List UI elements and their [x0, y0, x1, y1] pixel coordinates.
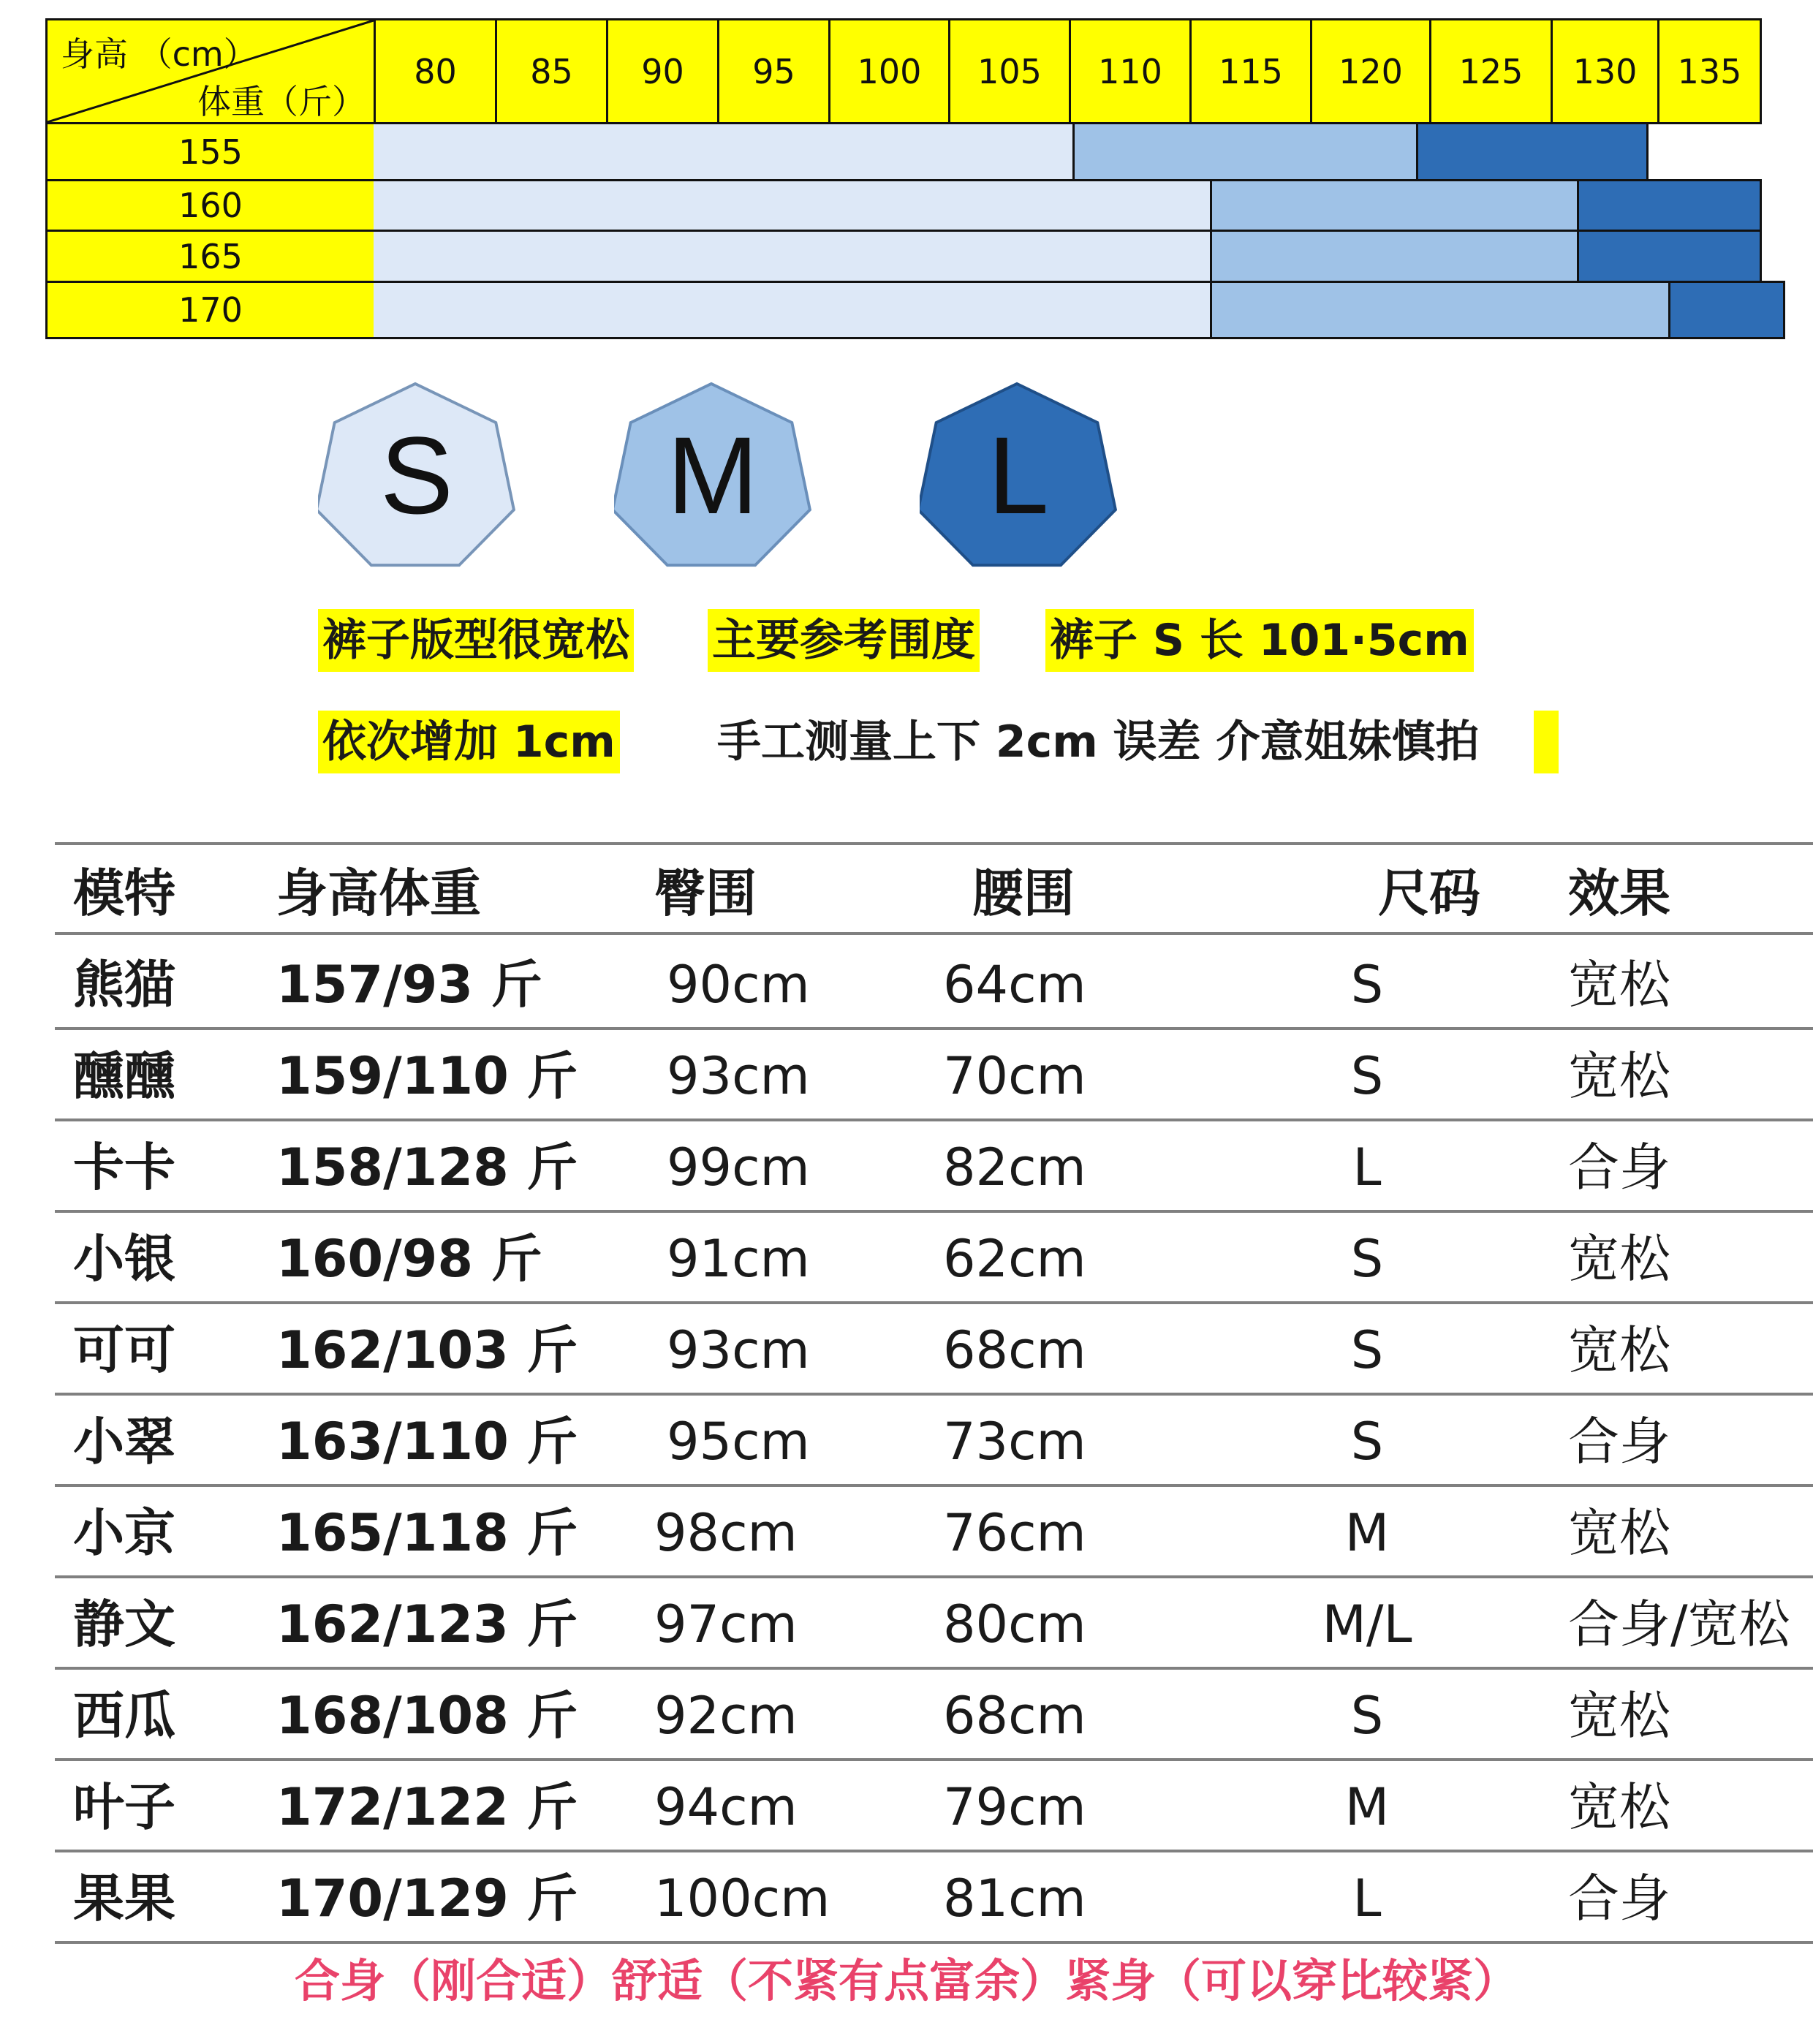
table-row-rule	[55, 1941, 1813, 1944]
col-fit-cell: 宽松	[1568, 955, 1670, 1015]
col-hip-cell: 93cm	[667, 1320, 810, 1380]
col-height-weight-cell: 157/93 斤	[276, 955, 542, 1015]
col-height-weight-cell: 170/129 斤	[276, 1869, 578, 1928]
note-highlight-tail	[1534, 711, 1559, 773]
col-model-cell: 小翠	[73, 1412, 175, 1472]
col-hip-cell: 99cm	[667, 1138, 810, 1197]
table-row-rule	[55, 1575, 1813, 1578]
size-band-l	[1579, 179, 1762, 232]
size-band-s	[374, 230, 1212, 283]
col-height-weight-cell: 162/123 斤	[276, 1594, 578, 1654]
col-waist-cell: 70cm	[943, 1046, 1086, 1106]
col-fit-cell: 合身	[1568, 1869, 1670, 1928]
col-model-cell: 熊猫	[73, 955, 175, 1015]
col-fit-cell: 合身	[1568, 1412, 1670, 1472]
col-model-cell: 静文	[73, 1594, 175, 1654]
header-col-fit: 效果	[1568, 863, 1670, 923]
table-row-rule	[55, 1301, 1813, 1304]
col-fit-cell: 合身	[1568, 1138, 1670, 1197]
col-fit-cell: 宽松	[1568, 1320, 1670, 1380]
height-row-label: 155	[45, 122, 376, 181]
size-band-m	[1212, 230, 1579, 283]
table-row-rule	[55, 1484, 1813, 1487]
col-waist-cell: 82cm	[943, 1138, 1086, 1197]
col-waist-cell: 81cm	[943, 1869, 1086, 1928]
table-header-rule	[55, 932, 1813, 935]
header-col-waist: 腰围	[972, 863, 1075, 923]
size-band-m	[1212, 281, 1670, 339]
col-hip-cell: 98cm	[654, 1503, 798, 1563]
size-badge-s-label: S	[379, 413, 454, 537]
col-height-weight-cell: 162/103 斤	[276, 1320, 578, 1380]
weight-header-cell: 135	[1657, 18, 1762, 124]
col-height-weight-cell: 160/98 斤	[276, 1229, 542, 1289]
col-waist-cell: 80cm	[943, 1594, 1086, 1654]
weight-header-cell: 100	[828, 18, 950, 124]
col-hip-cell: 100cm	[654, 1869, 830, 1928]
size-chart	[0, 0, 1813, 351]
note-loose-fit: 裤子版型很宽松	[318, 609, 634, 672]
size-band-l	[1418, 122, 1649, 181]
weight-header-cell: 85	[495, 18, 608, 124]
col-fit-cell: 宽松	[1568, 1686, 1670, 1746]
table-row-rule	[55, 1027, 1813, 1030]
col-hip-cell: 93cm	[667, 1046, 810, 1106]
col-height-weight-cell: 168/108 斤	[276, 1686, 578, 1746]
table-row-rule	[55, 1118, 1813, 1121]
weight-header-cell: 95	[717, 18, 830, 124]
table-row-rule	[55, 1210, 1813, 1213]
weight-header-cell: 80	[374, 18, 497, 124]
size-badge-l	[920, 380, 1117, 570]
weight-header-cell: 115	[1189, 18, 1312, 124]
col-model-cell: 小京	[73, 1503, 175, 1563]
size-badge-s	[318, 380, 515, 570]
table-row-rule	[55, 1758, 1813, 1761]
weight-header-cell: 120	[1310, 18, 1431, 124]
size-badge-l-label: L	[988, 413, 1049, 537]
col-height-weight-cell: 165/118 斤	[276, 1503, 578, 1563]
size-band-s	[374, 179, 1212, 232]
note-reference-girth: 主要参考围度	[708, 609, 980, 672]
size-band-s	[374, 122, 1075, 181]
size-band-m	[1075, 122, 1418, 181]
col-hip-cell: 90cm	[667, 955, 810, 1015]
height-row-label: 165	[45, 230, 376, 283]
weight-header-cell: 130	[1551, 18, 1659, 124]
col-fit-cell: 宽松	[1568, 1046, 1670, 1106]
col-model-cell: 果果	[73, 1869, 175, 1928]
col-hip-cell: 92cm	[654, 1686, 798, 1746]
col-waist-cell: 76cm	[943, 1503, 1086, 1563]
table-top-rule	[55, 842, 1813, 845]
col-height-weight-cell: 159/110 斤	[276, 1046, 578, 1106]
weight-header-cell: 110	[1069, 18, 1192, 124]
col-model-cell: 小银	[73, 1229, 175, 1289]
col-model-cell: 叶子	[73, 1777, 175, 1837]
col-fit-cell: 合身/宽松	[1568, 1594, 1790, 1654]
size-badge-m-label: M	[667, 413, 759, 537]
size-band-l	[1670, 281, 1785, 339]
note-pants-length: 裤子 S 长 101·5cm	[1045, 609, 1474, 672]
col-model-cell: 西瓜	[73, 1686, 175, 1746]
col-waist-cell: 68cm	[943, 1686, 1086, 1746]
corner-height-label: 身高 （cm）	[61, 34, 257, 74]
col-height-weight-cell: 158/128 斤	[276, 1138, 578, 1197]
col-height-weight-cell: 163/110 斤	[276, 1412, 578, 1472]
header-col-model: 模特	[73, 863, 175, 923]
size-band-s	[374, 281, 1212, 339]
col-waist-cell: 62cm	[943, 1229, 1086, 1289]
height-row-label: 160	[45, 179, 376, 232]
col-fit-cell: 宽松	[1568, 1777, 1670, 1837]
table-row-rule	[55, 1393, 1813, 1396]
col-height-weight-cell: 172/122 斤	[276, 1777, 578, 1837]
height-row-label: 170	[45, 281, 376, 339]
col-hip-cell: 95cm	[667, 1412, 810, 1472]
col-waist-cell: 64cm	[943, 955, 1086, 1015]
note-measurement-error: 手工测量上下 2cm 误差 介意姐妹慎拍	[717, 716, 1480, 768]
weight-header-cell: 90	[606, 18, 719, 124]
corner-weight-label: 体重（斤）	[197, 82, 366, 121]
col-model-cell: 醺醺	[73, 1046, 175, 1106]
header-col-size: 尺码	[1378, 863, 1480, 923]
table-row-rule	[55, 1850, 1813, 1852]
weight-header-cell: 105	[948, 18, 1071, 124]
size-band-m	[1212, 179, 1579, 232]
size-chart-corner	[45, 18, 376, 124]
size-band-l	[1579, 230, 1762, 283]
fit-legend: 合身（刚合适）舒适（不紧有点富余）紧身（可以穿比较紧）	[294, 1954, 1518, 2007]
size-badge-m	[614, 380, 811, 570]
col-waist-cell: 79cm	[943, 1777, 1086, 1837]
col-model-cell: 卡卡	[73, 1138, 175, 1197]
col-waist-cell: 73cm	[943, 1412, 1086, 1472]
table-row-rule	[55, 1667, 1813, 1670]
header-col-height-weight: 身高体重	[276, 863, 481, 923]
col-fit-cell: 宽松	[1568, 1503, 1670, 1563]
header-col-hip: 臀围	[654, 863, 757, 923]
note-increment: 依次增加 1cm	[318, 711, 620, 773]
col-model-cell: 可可	[73, 1320, 175, 1380]
col-waist-cell: 68cm	[943, 1320, 1086, 1380]
col-hip-cell: 97cm	[654, 1594, 798, 1654]
col-hip-cell: 91cm	[667, 1229, 810, 1289]
col-hip-cell: 94cm	[654, 1777, 798, 1837]
col-fit-cell: 宽松	[1568, 1229, 1670, 1289]
weight-header-cell: 125	[1429, 18, 1553, 124]
